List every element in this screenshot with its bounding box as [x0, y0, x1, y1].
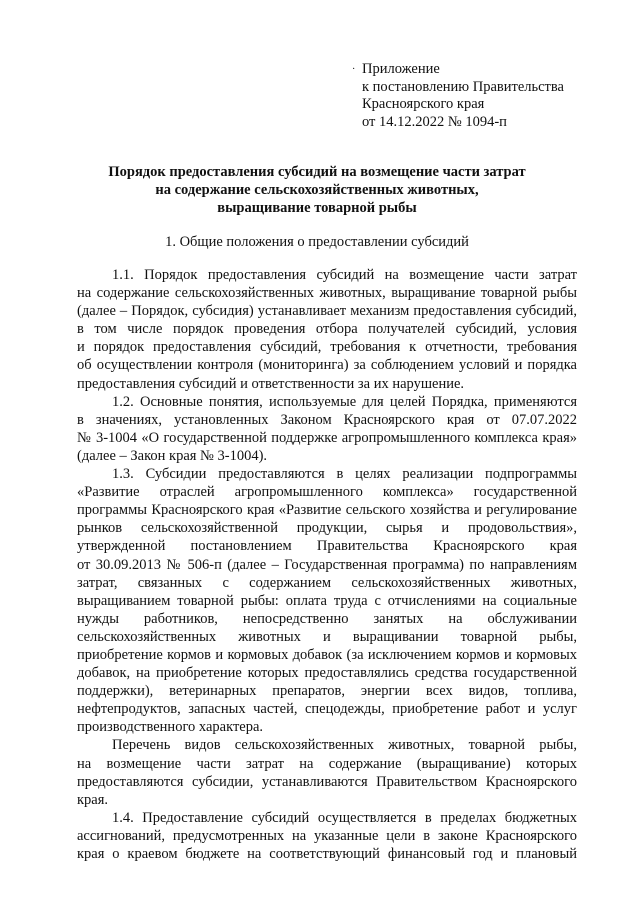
body-line: выращиванием товарной рыбы: оплата труда с отчислениями на социальные	[77, 592, 577, 609]
body-line: (далее – Закон края № 3-1004).	[77, 447, 268, 464]
body-line: предоставления субсидий и ответственности за их нарушение.	[77, 375, 465, 392]
body-line: ассигнований, предусмотренных на указанные цели в законе Красноярского	[77, 827, 577, 844]
body-line: края о краевом бюджете на соответствующий финансовый год и плановый	[77, 846, 577, 862]
appendix-line: к постановлению Правительства	[362, 78, 564, 95]
title-line: выращивание товарной рыбы	[217, 200, 417, 216]
body-line: об осуществлении контроля (мониторинга) за соблюдением условий и порядка	[77, 357, 577, 374]
body-line: 1.1. Порядок предоставления субсидий на возмещение части затрат	[112, 267, 577, 283]
title-line: на содержание сельскохозяйственных животных,	[155, 182, 479, 198]
body-line: приобретение кормов и кормовых добавок (за исключением кормов и кормовых	[77, 646, 577, 663]
section-heading: 1. Общие положения о предоставлении субсидий	[165, 234, 469, 250]
body-line: нужды работников, непосредственно занятых на обслуживании	[77, 610, 577, 627]
body-line: (далее – Порядок, субсидия) устанавливает механизм предоставления субсидий,	[77, 303, 577, 320]
body-line: производственного характера.	[77, 719, 264, 736]
body-line: от 30.09.2013 № 506-п (далее – Государственная программа) по направлениям	[77, 556, 577, 573]
document-title	[40, 163, 594, 217]
body-line: в значениях, установленных Законом Красноярского края от 07.07.2022	[77, 411, 577, 428]
body-line: на содержание сельскохозяйственных животных, выращивание товарной рыбы	[77, 285, 577, 302]
body-line: 1.3. Субсидии предоставляются в целях реализации подпрограммы	[112, 466, 577, 483]
title-line: Порядок предоставления субсидий на возмещение части затрат	[108, 164, 526, 180]
body-line: программы Красноярского края «Развитие сельского хозяйства и регулирование	[77, 502, 577, 519]
body-line: Перечень видов сельскохозяйственных животных, товарной рыбы,	[112, 737, 577, 754]
body-line: 1.2. Основные понятия, используемые для целей Порядка, применяются	[112, 393, 577, 410]
body-line: на возмещение части затрат на содержание (выращивание) которых	[77, 755, 577, 772]
appendix-line: Красноярского края	[362, 96, 485, 112]
body-line: рынков сельскохозяйственной продукции, сырья и продовольствия»,	[77, 520, 577, 537]
body-line: добавок, на приобретение которых предоставлялись средства государственной	[77, 665, 577, 682]
body-line: затрат, связанных с содержанием сельскохозяйственных животных,	[77, 574, 577, 591]
body-line: поддержки), ветеринарных препаратов, энергии всех видов, топлива,	[77, 683, 577, 700]
body-line: сельскохозяйственных животных и выращивании товарной рыбы,	[77, 628, 577, 645]
body-line: 1.4. Предоставление субсидий осуществляется в пределах бюджетных	[112, 809, 577, 826]
body-line: в том числе порядок проведения отбора получателей субсидий, условия	[77, 321, 577, 338]
body-line: утвержденной постановлением Правительства Красноярского края	[77, 538, 577, 555]
body-line: и порядок предоставления субсидий, требования к отчетности, требования	[77, 339, 577, 356]
body-line: «Развитие отраслей агропромышленного комплекса» государственной	[77, 484, 577, 501]
body-line: № 3-1004 «О государственной поддержке агропромышленного комплекса края»	[77, 429, 577, 446]
appendix-line: Приложение	[362, 61, 440, 77]
body-line: края.	[77, 791, 109, 808]
body-text	[77, 266, 577, 863]
appendix-block	[352, 61, 564, 131]
appendix-mark: ·	[352, 64, 356, 75]
appendix-line: от 14.12.2022 № 1094-п	[362, 113, 507, 130]
body-line: предоставляются субсидии, устанавливаются Правительством Красноярского	[77, 773, 577, 790]
body-line: нефтепродуктов, запасных частей, спецодежды, приобретение работ и услуг	[77, 701, 577, 718]
